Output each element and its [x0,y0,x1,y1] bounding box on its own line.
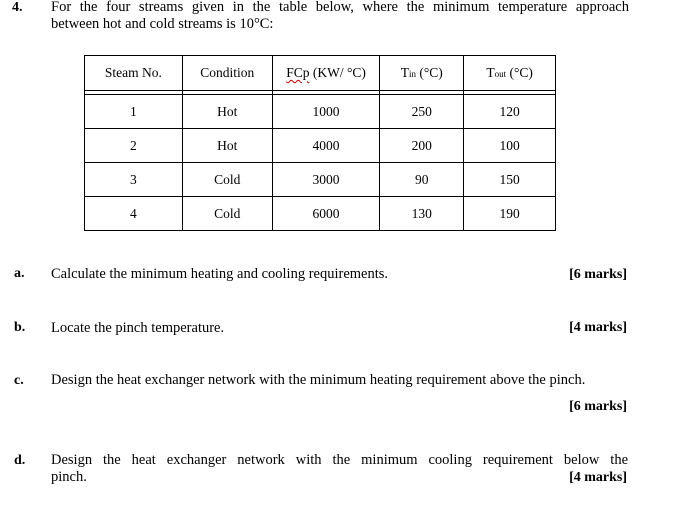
cell-tin: 250 [380,95,464,129]
cell-condition: Hot [182,129,272,163]
cell-fcp: 4000 [272,129,380,163]
part-b-marks: [4 marks] [569,320,627,335]
header-tout-main: T [486,65,495,80]
cell-tin: 130 [380,197,464,231]
cell-condition: Cold [182,163,272,197]
intro-line-1: For the four streams given in the table below, where the minimum temperature approach [51,0,629,15]
header-condition: Condition [182,56,272,91]
part-a-text: Calculate the minimum heating and cooling requirements. [51,266,389,282]
header-tout-sub: out [494,69,507,79]
table-row [85,95,556,129]
cell-stream: 4 [85,197,183,231]
cell-condition: Hot [182,95,272,129]
header-tin-unit: (°C) [416,65,443,80]
part-b-text: Locate the pinch temperature. [51,320,225,336]
part-a-marks: [6 marks] [569,267,627,282]
table-row [85,163,556,197]
cell-tout: 190 [464,197,556,231]
part-d-label: d. [14,453,26,468]
table-row [85,129,556,163]
part-d-text [51,452,628,486]
cell-tin: 200 [380,129,464,163]
question-number: 4. [12,0,23,15]
header-tout-unit: (°C) [506,65,533,80]
cell-stream: 3 [85,163,183,197]
part-c-label: c. [14,373,24,388]
header-tin-main: T [400,65,410,80]
cell-fcp: 3000 [272,163,380,197]
streams-table [84,55,556,231]
part-d-line-2: pinch. [51,469,87,485]
header-fcp-unit: (KW/ °C) [309,65,366,80]
part-d-line-1: Design the heat exchanger network with the minimum cooling requirement below the [51,452,628,468]
header-stream: Steam No. [85,56,183,91]
intro-line-2: between hot and cold streams is 10°C: [51,16,274,32]
table-header-row [85,56,556,91]
cell-fcp: 6000 [272,197,380,231]
header-fcp [272,56,380,91]
part-a-label: a. [14,266,25,281]
table-row [85,197,556,231]
cell-condition: Cold [182,197,272,231]
cell-tin: 90 [380,163,464,197]
cell-tout: 150 [464,163,556,197]
part-b-label: b. [14,320,26,335]
cell-tout: 120 [464,95,556,129]
header-tin-sub: in [409,69,417,79]
cell-tout: 100 [464,129,556,163]
cell-stream: 1 [85,95,183,129]
cell-fcp: 1000 [272,95,380,129]
header-tin [380,56,464,91]
cell-stream: 2 [85,129,183,163]
part-c-marks: [6 marks] [569,399,627,414]
part-c-text: Design the heat exchanger network with the minimum heating requirement above the pinch. [51,372,586,388]
header-tout [464,56,556,91]
question-intro [51,0,629,33]
part-d-marks: [4 marks] [569,470,627,485]
header-fcp-main: FCp [286,65,310,80]
